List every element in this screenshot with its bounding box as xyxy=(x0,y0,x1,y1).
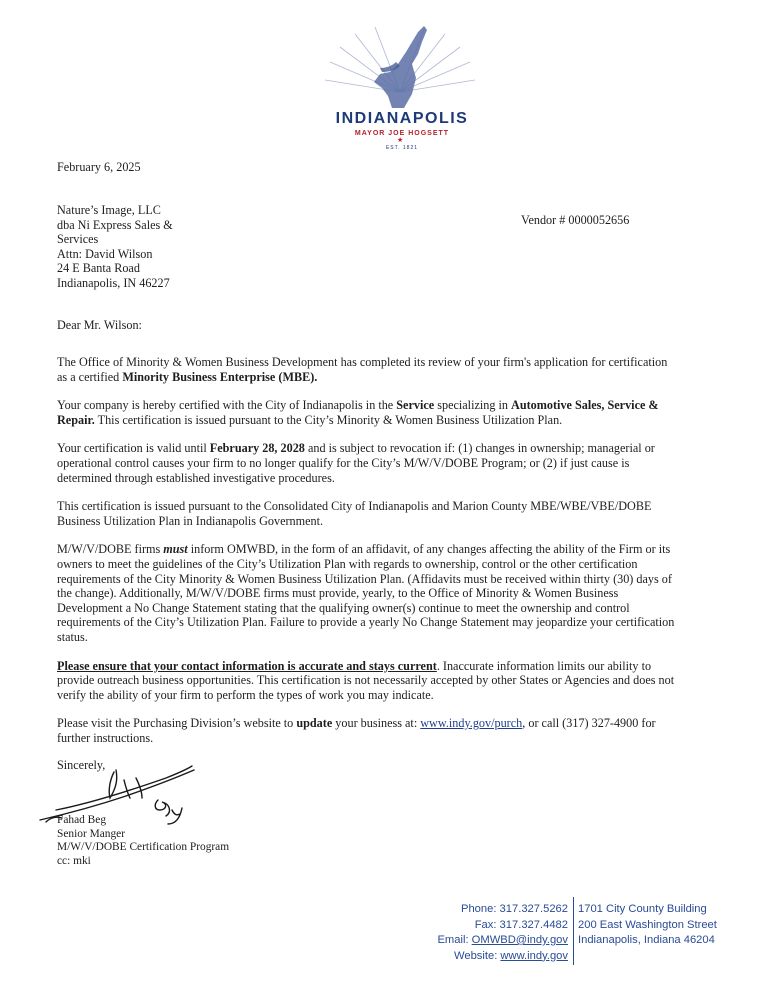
letter-body xyxy=(57,355,679,745)
paragraph-plan: This certification is issued pursuant to the Consolidated City of Indianapolis and Marion County MBE/WBE/VBE/DOBE Business Utilization Plan in Indianapolis Government. xyxy=(57,499,652,528)
logo-established: EST. 1821 xyxy=(385,145,419,151)
letter-date: February 6, 2025 xyxy=(57,160,141,174)
specialization: Automotive Sales, Service & Repair. xyxy=(57,398,659,427)
email-link[interactable]: OMWBD@indy.gov xyxy=(471,934,568,946)
signer-name: Fahad Beg xyxy=(57,814,107,826)
paragraph-contact-info: Please ensure that your contact information is accurate and stays current. Inaccurate information limits our ability to provide outreach business opportunities. This certification is not necessarily accepted by other States or Agencies and does not verify the ability of your firm to perform the types of work you may indicate. xyxy=(57,658,675,702)
statue-emblem-icon xyxy=(300,22,500,117)
recipient-line-6: Indianapolis, IN 46227 xyxy=(57,275,170,290)
paragraph-review: The Office of Minority & Women Business Development has completed its review of your firm's application for certification as a certified Minority Business Enterprise (MBE). xyxy=(57,355,668,384)
recipient-line-2: dba Ni Express Sales & xyxy=(57,217,173,232)
mbe-designation: Minority Business Enterprise (MBE). xyxy=(122,369,318,384)
cc-line: cc: mki xyxy=(57,854,91,867)
paragraph-purchasing: Please visit the Purchasing Division’s website to update your business at: www.indy.gov/purch, or call (317) 327-4900 for further instructions. xyxy=(57,716,656,745)
signer-title: Senior Manger xyxy=(57,827,126,840)
recipient-line-1: Nature’s Image, LLC xyxy=(57,203,161,217)
footer-divider xyxy=(573,897,574,965)
footer-website: Website: www.indy.gov xyxy=(453,949,568,962)
footer-phone: Phone: 317.327.5262 xyxy=(460,903,568,915)
city-logo xyxy=(300,22,500,162)
expiry-date: February 28, 2028 xyxy=(209,441,305,456)
website-link[interactable]: www.indy.gov xyxy=(500,949,568,962)
purchasing-link[interactable]: www.indy.gov/purch xyxy=(420,716,523,731)
footer-address xyxy=(578,902,748,949)
salutation: Dear Mr. Wilson: xyxy=(57,318,142,332)
footer-fax: Fax: 317.327.4482 xyxy=(474,918,568,931)
logo-mayor-name: MAYOR JOE HOGSETT xyxy=(354,130,450,137)
paragraph-validity: Your certification is valid until February 28, 2028 and is subject to revocation if: (1) changes in ownership; managerial or operational control causes your firm to no longer qualify for the City’s M/W/V/DOBE Program; or (2) if just cause is determined through established investigative procedures. xyxy=(57,441,655,485)
logo-star-icon: ★ xyxy=(397,136,404,144)
footer-address-line-2: 200 East Washington Street xyxy=(578,918,717,931)
logo-city-name: INDIANAPOLIS xyxy=(335,110,469,127)
footer-email: Email: OMWBD@indy.gov xyxy=(437,934,568,946)
footer-address-line-3: Indianapolis, Indiana 46204 xyxy=(578,934,715,946)
footer-contact xyxy=(380,902,568,964)
recipient-line-5: 24 E Banta Road xyxy=(57,261,140,276)
signer-block xyxy=(57,814,229,868)
vendor-number: Vendor # 0000052656 xyxy=(521,213,630,227)
recipient-line-3: Services xyxy=(57,232,99,247)
recipient-line-4: Attn: David Wilson xyxy=(57,246,153,261)
paragraph-affidavit: M/W/V/DOBE firms must inform OMWBD, in the form of an affidavit, of any changes affecting the ability of the Firm or its owners to meet the guidelines of the City’s Utilization Plan with regards to ownership, control or the other certification requirements of the City Minority & Women Business Utilization Plan. (Affidavits must be received within thirty (30) days of the change). Additionally, M/W/V/DOBE firms must provide, yearly, to the Office of Minority & Women Business Development a No Change Statement stating that the qualifying owner(s) continue to meet the ownership and control requirements of the City’s Utilization Plan. Failure to provide a yearly No Change Statement may jeopardize your certification status. xyxy=(57,542,675,644)
paragraph-certified: Your company is hereby certified with the City of Indianapolis in the Service specializing in Automotive Sales, Service & Repair. This certification is issued pursuant to the City’s Minority & Women Business Utilization Plan. xyxy=(57,398,659,427)
footer-address-line-1: 1701 City County Building xyxy=(578,903,707,915)
signer-program: M/W/V/DOBE Certification Program xyxy=(57,841,230,854)
closing: Sincerely, xyxy=(57,758,106,772)
recipient-address xyxy=(57,203,257,291)
